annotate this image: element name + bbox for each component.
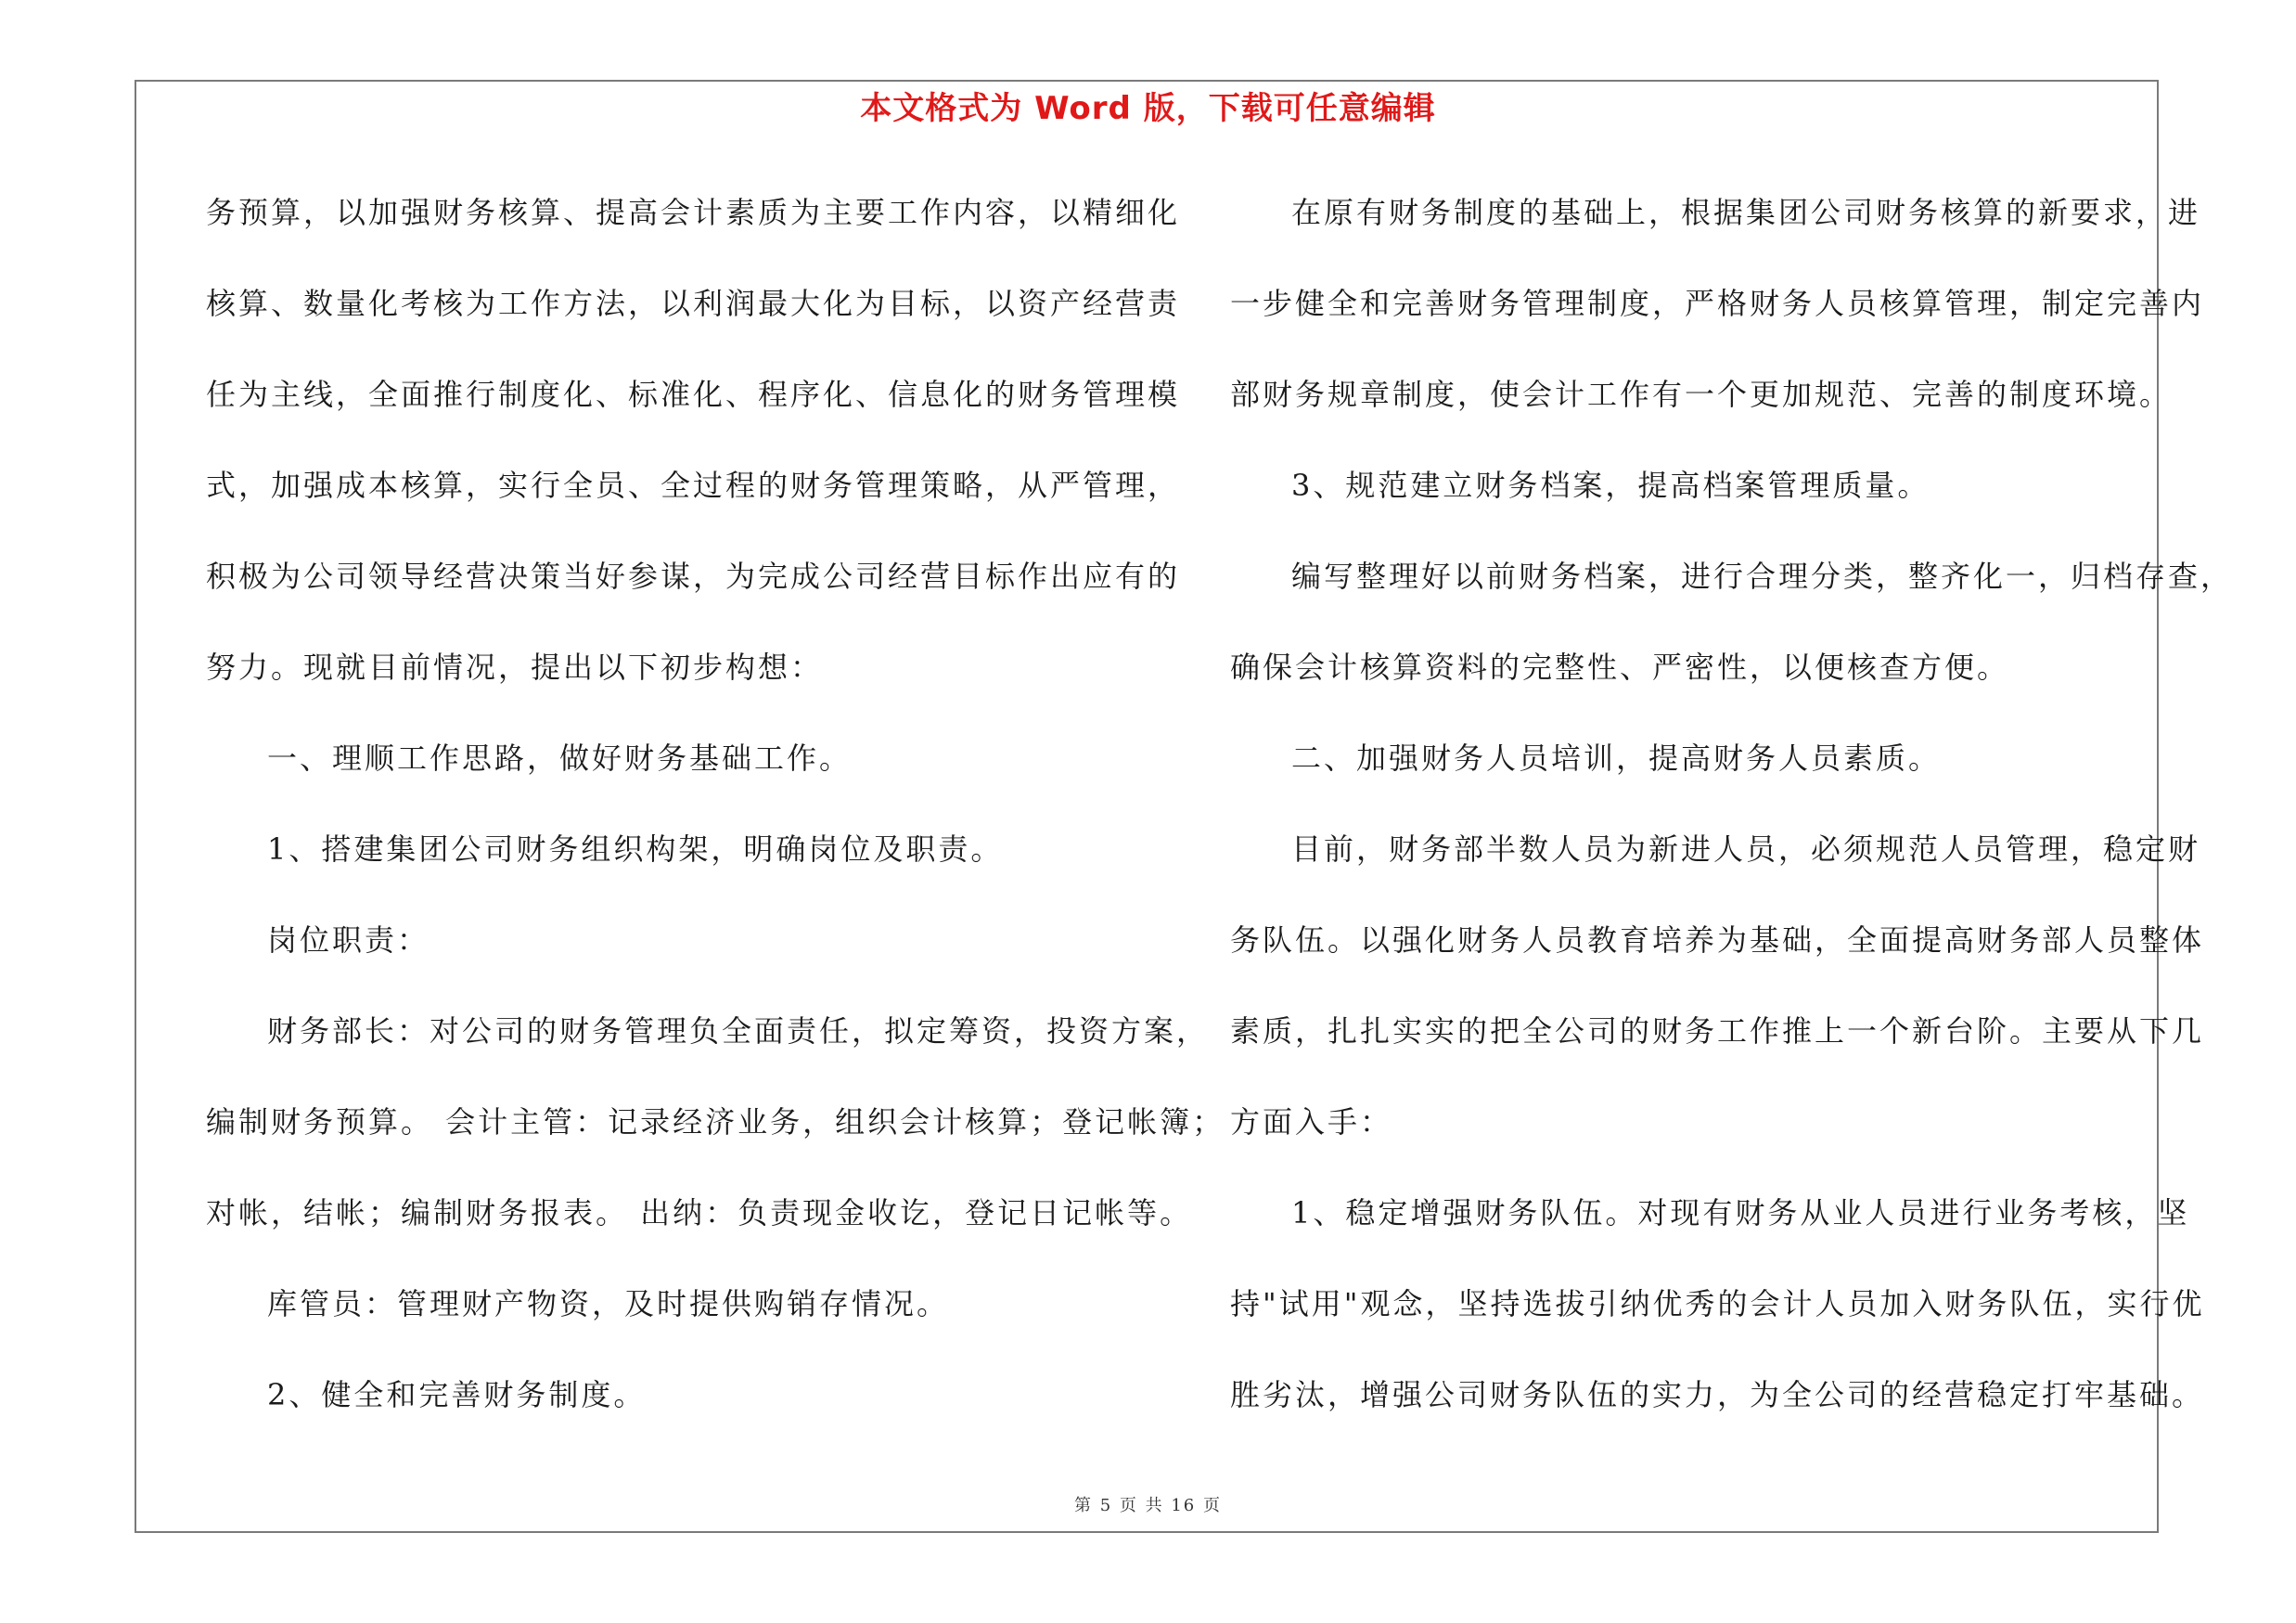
paragraph-line: 务队伍。以强化财务人员教育培养为基础，全面提高财务部人员整体 bbox=[1230, 922, 2205, 958]
right-column bbox=[1230, 182, 2234, 1455]
paragraph-line: 核算、数量化考核为工作方法，以利润最大化为目标，以资产经营责 bbox=[206, 286, 1181, 321]
paragraph-line: 务预算，以加强财务核算、提高会计素质为主要工作内容，以精细化 bbox=[206, 195, 1181, 230]
subsection-heading: 2、健全和完善财务制度。 bbox=[267, 1377, 647, 1412]
paragraph-line: 部财务规章制度，使会计工作有一个更加规范、完善的制度环境。 bbox=[1230, 377, 2173, 412]
paragraph-line: 积极为公司领导经营决策当好参谋，为完成公司经营目标作出应有的 bbox=[206, 559, 1181, 594]
paragraph-line: 岗位职责： bbox=[267, 922, 430, 958]
paragraph-line: 财务部长：对公司的财务管理负全面责任，拟定筹资，投资方案， bbox=[267, 1013, 1210, 1049]
section-heading: 二、加强财务人员培训，提高财务人员素质。 bbox=[1291, 741, 1942, 776]
paragraph-line: 式，加强成本核算，实行全员、全过程的财务管理策略，从严管理， bbox=[206, 468, 1181, 503]
paragraph-line: 在原有财务制度的基础上，根据集团公司财务核算的新要求，进 bbox=[1291, 195, 2201, 230]
paragraph-line: 编制财务预算。 会计主管：记录经济业务，组织会计核算；登记帐簿； bbox=[206, 1104, 1225, 1140]
paragraph-line: 库管员：管理财产物资，及时提供购销存情况。 bbox=[267, 1286, 950, 1321]
left-column bbox=[206, 182, 1225, 1455]
section-heading: 一、理顺工作思路，做好财务基础工作。 bbox=[267, 741, 853, 776]
subsection-heading: 1、搭建集团公司财务组织构架，明确岗位及职责。 bbox=[267, 831, 1004, 867]
page-number: 第 5 页 共 16 页 bbox=[1074, 1496, 1222, 1515]
paragraph-line: 方面入手： bbox=[1230, 1104, 1393, 1140]
subsection-heading: 3、规范建立财务档案，提高档案管理质量。 bbox=[1291, 468, 1930, 503]
paragraph-line: 编写整理好以前财务档案，进行合理分类，整齐化一，归档存查， bbox=[1291, 559, 2234, 594]
paragraph-line: 一步健全和完善财务管理制度，严格财务人员核算管理，制定完善内 bbox=[1230, 286, 2205, 321]
paragraph-line: 任为主线，全面推行制度化、标准化、程序化、信息化的财务管理模 bbox=[206, 377, 1181, 412]
format-banner: 本文格式为 Word 版，下载可任意编辑 bbox=[860, 90, 1436, 127]
paragraph-line: 努力。现就目前情况，提出以下初步构想： bbox=[206, 650, 824, 685]
paragraph-line: 1、稳定增强财务队伍。对现有财务从业人员进行业务考核，坚 bbox=[1291, 1195, 2190, 1230]
paragraph-line: 目前，财务部半数人员为新进人员，必须规范人员管理，稳定财 bbox=[1291, 831, 2201, 867]
paragraph-line: 素质，扎扎实实的把全公司的财务工作推上一个新台阶。主要从下几 bbox=[1230, 1013, 2205, 1049]
paragraph-line: 胜劣汰，增强公司财务队伍的实力，为全公司的经营稳定打牢基础。 bbox=[1230, 1377, 2205, 1412]
paragraph-line: 对帐，结帐；编制财务报表。 出纳：负责现金收讫，登记日记帐等。 bbox=[206, 1195, 1193, 1230]
paragraph-line: 确保会计核算资料的完整性、严密性，以便核查方便。 bbox=[1230, 650, 2010, 685]
paragraph-line: 持"试用"观念，坚持选拔引纳优秀的会计人员加入财务队伍，实行优 bbox=[1230, 1286, 2205, 1321]
